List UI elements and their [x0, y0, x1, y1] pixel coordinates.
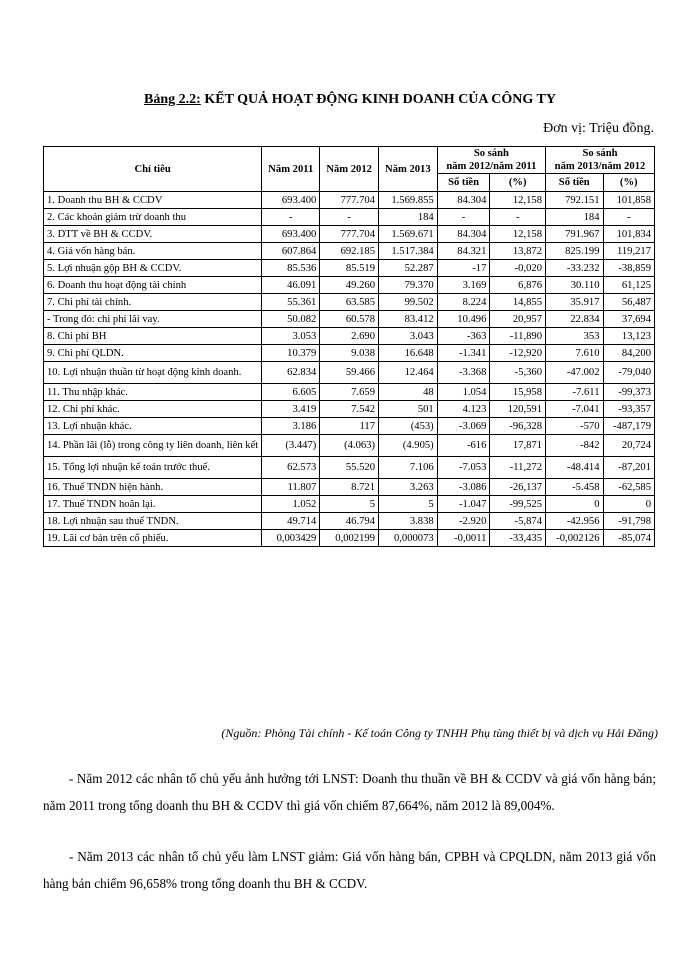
table-row: [44, 496, 655, 513]
analysis-paragraph-1: - Năm 2012 các nhân tố chủ yếu ảnh hưởng tới LNST: Doanh thu thuần về BH & CCDV và giá vốn hàng bán; năm 2011 trong tổng doanh thu BH & CCDV thì giá vốn chiếm 87,664%, năm 2012 là 89,004%.: [43, 771, 656, 813]
diff-amount-2012-2011: -1.047: [437, 496, 490, 513]
diff-amount-2013-2012: -7.611: [546, 384, 604, 401]
diff-percent-2013-2012: 13,123: [603, 328, 655, 345]
row-label: 17. Thuế TNDN hoãn lại.: [44, 496, 262, 513]
diff-percent-2013-2012: 101,834: [603, 226, 655, 243]
header-compare-period: năm 2012/năm 2011: [446, 161, 537, 172]
diff-percent-2012-2011: -33,435: [490, 530, 546, 547]
row-label: 16. Thuế TNDN hiện hành.: [44, 479, 262, 496]
header-compare-2012-2011: [437, 147, 545, 174]
diff-amount-2012-2011: 84.321: [437, 243, 490, 260]
diff-percent-2012-2011: 12,158: [490, 192, 546, 209]
value-2012: 692.185: [320, 243, 379, 260]
header-percent: (%): [490, 174, 546, 192]
value-2013: 3.263: [379, 479, 438, 496]
source-note: (Nguồn: Phòng Tài chính - Kế toán Công ty TNHH Phụ tùng thiết bị và dịch vụ Hải Đăng): [221, 726, 658, 740]
diff-percent-2012-2011: 15,958: [490, 384, 546, 401]
diff-amount-2013-2012: 35.917: [546, 294, 604, 311]
value-2011: 50.082: [262, 311, 320, 328]
value-2011: 6.605: [262, 384, 320, 401]
value-2013: 184: [379, 209, 438, 226]
diff-percent-2012-2011: 120,591: [490, 401, 546, 418]
value-2013: 16.648: [379, 345, 438, 362]
header-compare-label: So sánh: [473, 148, 509, 159]
diff-amount-2013-2012: 0: [546, 496, 604, 513]
value-2012: 85.519: [320, 260, 379, 277]
table-row: [44, 328, 655, 345]
diff-amount-2013-2012: -7.041: [546, 401, 604, 418]
diff-percent-2013-2012: -38,859: [603, 260, 655, 277]
table-row: [44, 479, 655, 496]
value-2011: 693.400: [262, 226, 320, 243]
table-row: [44, 243, 655, 260]
row-label: 11. Thu nhập khác.: [44, 384, 262, 401]
value-2011: 62.834: [262, 362, 320, 384]
diff-percent-2012-2011: 13,872: [490, 243, 546, 260]
row-label: 12. Chi phí khác.: [44, 401, 262, 418]
diff-percent-2012-2011: -5,360: [490, 362, 546, 384]
table-title: [0, 92, 700, 108]
table-body: [44, 192, 655, 547]
value-2011: 55.361: [262, 294, 320, 311]
diff-amount-2012-2011: -363: [437, 328, 490, 345]
diff-percent-2012-2011: -11,890: [490, 328, 546, 345]
table-row: [44, 311, 655, 328]
header-amount: Số tiền: [437, 174, 490, 192]
value-2013: 3.838: [379, 513, 438, 530]
diff-amount-2012-2011: 10.496: [437, 311, 490, 328]
value-2011: 62.573: [262, 457, 320, 479]
table-row: [44, 192, 655, 209]
diff-percent-2013-2012: 37,694: [603, 311, 655, 328]
diff-amount-2012-2011: 84.304: [437, 226, 490, 243]
value-2011: 85.536: [262, 260, 320, 277]
diff-amount-2012-2011: -2.920: [437, 513, 490, 530]
table-row: [44, 277, 655, 294]
row-label: 15. Tổng lợi nhuận kế toán trước thuế.: [44, 457, 262, 479]
diff-percent-2012-2011: 6,876: [490, 277, 546, 294]
value-2011: 693.400: [262, 192, 320, 209]
value-2012: -: [320, 209, 379, 226]
row-label: - Trong đó: chi phí lãi vay.: [44, 311, 262, 328]
diff-amount-2012-2011: -7.053: [437, 457, 490, 479]
diff-percent-2013-2012: 0: [603, 496, 655, 513]
value-2012: 9.038: [320, 345, 379, 362]
diff-amount-2012-2011: 84.304: [437, 192, 490, 209]
value-2012: 60.578: [320, 311, 379, 328]
value-2013: (4.905): [379, 435, 438, 457]
header-2011: Năm 2011: [262, 147, 320, 192]
diff-percent-2013-2012: 101,858: [603, 192, 655, 209]
diff-percent-2012-2011: 17,871: [490, 435, 546, 457]
value-2013: (453): [379, 418, 438, 435]
diff-amount-2013-2012: -48.414: [546, 457, 604, 479]
diff-amount-2012-2011: -3.368: [437, 362, 490, 384]
table-row: [44, 530, 655, 547]
diff-amount-2013-2012: 30.110: [546, 277, 604, 294]
diff-percent-2012-2011: -99,525: [490, 496, 546, 513]
diff-amount-2013-2012: -5.458: [546, 479, 604, 496]
diff-percent-2012-2011: -11,272: [490, 457, 546, 479]
value-2013: 12.464: [379, 362, 438, 384]
table-row: [44, 294, 655, 311]
diff-amount-2013-2012: 792.151: [546, 192, 604, 209]
value-2013: 1.569.855: [379, 192, 438, 209]
diff-percent-2013-2012: -91,798: [603, 513, 655, 530]
row-label: 1. Doanh thu BH & CCDV: [44, 192, 262, 209]
row-label: 4. Giá vốn hàng bán.: [44, 243, 262, 260]
row-label: 19. Lãi cơ bản trên cổ phiếu.: [44, 530, 262, 547]
table-row: [44, 457, 655, 479]
header-compare-2013-2012: [546, 147, 655, 174]
diff-amount-2012-2011: 1.054: [437, 384, 490, 401]
value-2011: 49.714: [262, 513, 320, 530]
value-2013: 5: [379, 496, 438, 513]
value-2012: 777.704: [320, 192, 379, 209]
value-2012: 46.794: [320, 513, 379, 530]
value-2011: 3.419: [262, 401, 320, 418]
diff-amount-2013-2012: -570: [546, 418, 604, 435]
diff-amount-2013-2012: -47.002: [546, 362, 604, 384]
row-label: 13. Lợi nhuận khác.: [44, 418, 262, 435]
diff-percent-2013-2012: -: [603, 209, 655, 226]
diff-amount-2013-2012: -42.956: [546, 513, 604, 530]
diff-amount-2013-2012: -842: [546, 435, 604, 457]
table-number: Bảng 2.2:: [144, 92, 201, 107]
value-2012: (4.063): [320, 435, 379, 457]
diff-percent-2012-2011: -: [490, 209, 546, 226]
diff-amount-2013-2012: 22.834: [546, 311, 604, 328]
diff-amount-2012-2011: -: [437, 209, 490, 226]
table-title-text: KẾT QUẢ HOẠT ĐỘNG KINH DOANH CỦA CÔNG TY: [200, 92, 556, 107]
header-row: [44, 147, 655, 174]
analysis-paragraph-2: - Năm 2013 các nhân tố chủ yếu làm LNST giảm: Giá vốn hàng bán, CPBH và CPQLDN, năm 2013 giá vốn hàng bán chiếm 96,658% trong tổng doanh thu BH & CCDV.: [43, 849, 656, 891]
header-amount: Số tiền: [546, 174, 604, 192]
header-2013: Năm 2013: [379, 147, 438, 192]
header-compare-label: So sánh: [582, 148, 618, 159]
value-2013: 52.287: [379, 260, 438, 277]
diff-amount-2012-2011: -0,0011: [437, 530, 490, 547]
value-2012: 117: [320, 418, 379, 435]
table-row: [44, 362, 655, 384]
table-row: [44, 401, 655, 418]
value-2011: 11.807: [262, 479, 320, 496]
row-label: 18. Lợi nhuận sau thuế TNDN.: [44, 513, 262, 530]
diff-percent-2013-2012: -99,373: [603, 384, 655, 401]
table-row: [44, 384, 655, 401]
header-percent: (%): [603, 174, 655, 192]
diff-amount-2012-2011: -616: [437, 435, 490, 457]
value-2013: 79.370: [379, 277, 438, 294]
diff-amount-2012-2011: -1.341: [437, 345, 490, 362]
diff-amount-2012-2011: -3.069: [437, 418, 490, 435]
value-2011: 3.186: [262, 418, 320, 435]
row-label: 8. Chi phí BH: [44, 328, 262, 345]
diff-percent-2013-2012: 84,200: [603, 345, 655, 362]
header-compare-period: năm 2013/năm 2012: [554, 161, 646, 172]
row-label: 9. Chi phí QLDN.: [44, 345, 262, 362]
value-2012: 2.690: [320, 328, 379, 345]
value-2013: 48: [379, 384, 438, 401]
header-indicator: Chỉ tiêu: [44, 147, 262, 192]
value-2012: 8.721: [320, 479, 379, 496]
value-2013: 0,000073: [379, 530, 438, 547]
diff-amount-2012-2011: 3.169: [437, 277, 490, 294]
table-row: [44, 226, 655, 243]
diff-percent-2013-2012: 56,487: [603, 294, 655, 311]
diff-percent-2012-2011: -26,137: [490, 479, 546, 496]
value-2011: 3.053: [262, 328, 320, 345]
table-row: [44, 435, 655, 457]
diff-percent-2013-2012: -93,357: [603, 401, 655, 418]
diff-percent-2013-2012: -87,201: [603, 457, 655, 479]
row-label: 10. Lợi nhuận thuần từ hoạt động kinh doanh.: [44, 362, 262, 384]
value-2012: 55.520: [320, 457, 379, 479]
diff-amount-2013-2012: 825.199: [546, 243, 604, 260]
table-row: [44, 513, 655, 530]
diff-percent-2013-2012: 61,125: [603, 277, 655, 294]
table-row: [44, 418, 655, 435]
diff-amount-2013-2012: -0,002126: [546, 530, 604, 547]
value-2013: 1.569.671: [379, 226, 438, 243]
value-2012: 63.585: [320, 294, 379, 311]
diff-percent-2012-2011: -0,020: [490, 260, 546, 277]
value-2013: 3.043: [379, 328, 438, 345]
row-label: 14. Phần lãi (lỗ) trong công ty liên doanh, liên kết: [44, 435, 262, 457]
diff-amount-2012-2011: -17: [437, 260, 490, 277]
table-row: [44, 345, 655, 362]
value-2012: 7.542: [320, 401, 379, 418]
value-2013: 7.106: [379, 457, 438, 479]
diff-amount-2013-2012: -33.232: [546, 260, 604, 277]
row-label: 6. Doanh thu hoạt động tài chính: [44, 277, 262, 294]
row-label: 2. Các khoản giảm trừ doanh thu: [44, 209, 262, 226]
diff-percent-2012-2011: -5,874: [490, 513, 546, 530]
value-2011: 46.091: [262, 277, 320, 294]
diff-amount-2013-2012: 7.610: [546, 345, 604, 362]
diff-percent-2013-2012: -85,074: [603, 530, 655, 547]
value-2011: (3.447): [262, 435, 320, 457]
value-2013: 83.412: [379, 311, 438, 328]
business-results-table: [43, 146, 655, 547]
diff-percent-2012-2011: 20,957: [490, 311, 546, 328]
value-2011: 1.052: [262, 496, 320, 513]
header-2012: Năm 2012: [320, 147, 379, 192]
value-2013: 99.502: [379, 294, 438, 311]
diff-percent-2013-2012: 20,724: [603, 435, 655, 457]
value-2013: 501: [379, 401, 438, 418]
diff-percent-2013-2012: -487,179: [603, 418, 655, 435]
diff-amount-2013-2012: 791.967: [546, 226, 604, 243]
row-label: 3. DTT về BH & CCDV.: [44, 226, 262, 243]
diff-amount-2013-2012: 353: [546, 328, 604, 345]
row-label: 7. Chi phí tài chính.: [44, 294, 262, 311]
row-label: 5. Lợi nhuận gộp BH & CCDV.: [44, 260, 262, 277]
unit-note: Đơn vị: Triệu đồng.: [543, 121, 654, 136]
value-2012: 59.466: [320, 362, 379, 384]
value-2011: 607.864: [262, 243, 320, 260]
table-row: [44, 209, 655, 226]
diff-amount-2013-2012: 184: [546, 209, 604, 226]
diff-percent-2012-2011: 14,855: [490, 294, 546, 311]
diff-percent-2012-2011: -12,920: [490, 345, 546, 362]
diff-amount-2012-2011: 4.123: [437, 401, 490, 418]
diff-percent-2013-2012: -79,040: [603, 362, 655, 384]
value-2012: 49.260: [320, 277, 379, 294]
value-2012: 5: [320, 496, 379, 513]
table-row: [44, 260, 655, 277]
value-2012: 0,002199: [320, 530, 379, 547]
diff-percent-2012-2011: -96,328: [490, 418, 546, 435]
diff-percent-2012-2011: 12,158: [490, 226, 546, 243]
value-2012: 777.704: [320, 226, 379, 243]
diff-amount-2012-2011: -3.086: [437, 479, 490, 496]
value-2012: 7.659: [320, 384, 379, 401]
diff-percent-2013-2012: 119,217: [603, 243, 655, 260]
value-2011: -: [262, 209, 320, 226]
value-2011: 0,003429: [262, 530, 320, 547]
value-2011: 10.379: [262, 345, 320, 362]
diff-percent-2013-2012: -62,585: [603, 479, 655, 496]
diff-amount-2012-2011: 8.224: [437, 294, 490, 311]
value-2013: 1.517.384: [379, 243, 438, 260]
